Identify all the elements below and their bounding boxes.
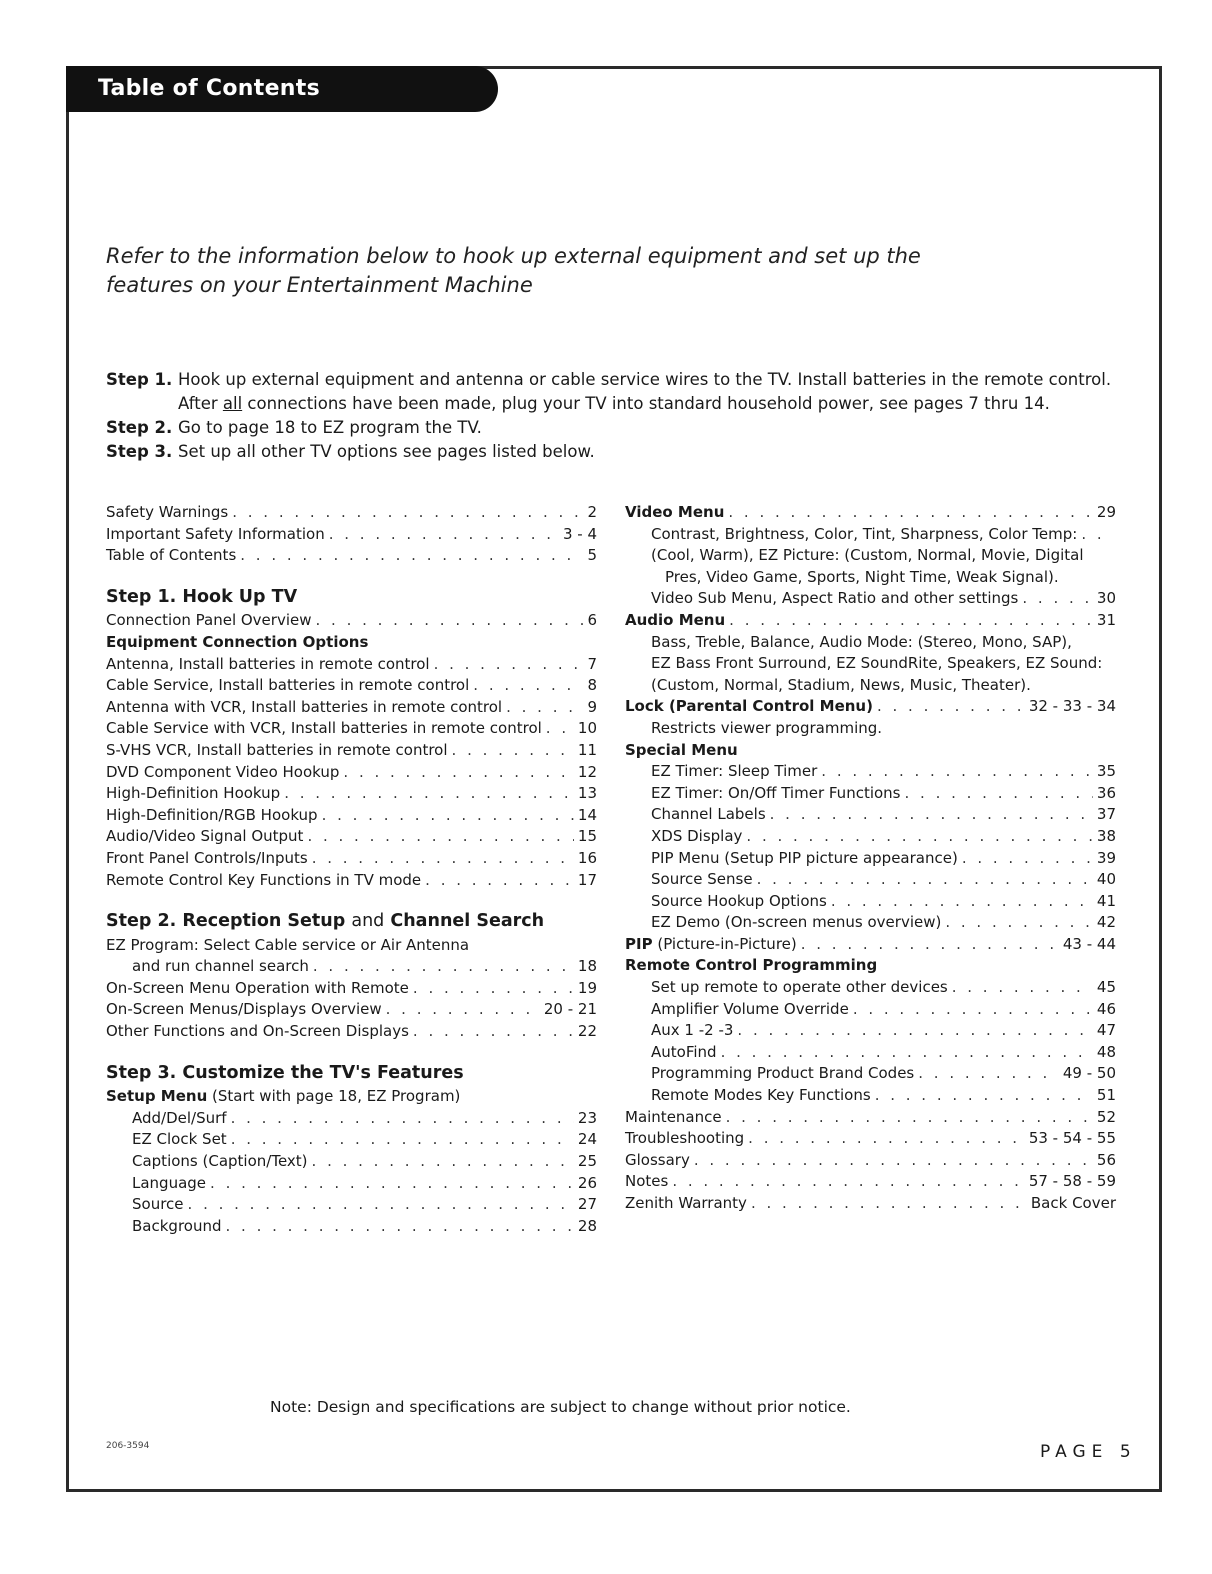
toc-leader-dots: [546, 718, 574, 740]
subsection-heading: Special Menu: [625, 740, 738, 759]
toc-leader-dots: [312, 1151, 574, 1173]
toc-leader-dots: [748, 1128, 1025, 1150]
heading-part: Channel Search: [390, 911, 545, 932]
toc-entry: [106, 697, 597, 719]
toc-leader-dots: [821, 761, 1093, 783]
toc-entry: [625, 524, 1116, 546]
toc-entry: [106, 805, 597, 827]
toc-entry-page: 26: [577, 1173, 597, 1192]
toc-entry: [625, 826, 1116, 848]
toc-entry-title: Audio/Video Signal Output: [106, 827, 304, 846]
step-2: [106, 416, 1116, 440]
toc-leader-dots: [877, 696, 1025, 718]
toc-leader-dots: [1022, 588, 1093, 610]
toc-leader-dots: [312, 848, 574, 870]
toc-entry: [106, 826, 597, 848]
toc-entry: [625, 502, 1116, 524]
toc-entry: [106, 1151, 597, 1173]
toc-entry-title: On-Screen Menu Operation with Remote: [106, 978, 409, 997]
page-number: PAGE 5: [1040, 1442, 1137, 1462]
toc-entry-title: Other Functions and On-Screen Displays: [106, 1022, 409, 1041]
toc-entry-page: 14: [577, 805, 597, 824]
toc-entry-page: 12: [577, 762, 597, 781]
toc-entry-title: Source Hookup Options: [651, 891, 827, 910]
toc-entry-title: Glossary: [625, 1150, 690, 1169]
toc-entry-page: 16: [577, 848, 597, 867]
toc-entry-title: High-Definition Hookup: [106, 784, 281, 803]
toc-entry-text: [106, 1086, 597, 1108]
footer-note: Note: Design and specifications are subject to change without prior notice.: [270, 1398, 851, 1416]
toc-entry-page: 48: [1096, 1042, 1116, 1061]
toc-entry-page: 46: [1096, 999, 1116, 1018]
toc-entry-page: 8: [587, 676, 597, 695]
toc-entry-title: Table of Contents: [106, 546, 237, 565]
step-text: Go to page 18 to EZ program the TV.: [178, 418, 482, 437]
toc-entry-page: 57 - 58 - 59: [1028, 1172, 1116, 1191]
document-number: 206-3594: [106, 1441, 150, 1451]
toc-entry-page: 56: [1096, 1150, 1116, 1169]
menu-name: Setup Menu: [106, 1087, 208, 1106]
toc-entry: [625, 804, 1116, 826]
toc-leader-dots: [434, 654, 584, 676]
toc-entry: [106, 1173, 597, 1195]
toc-entry: [625, 1193, 1116, 1215]
toc-leader-dots: [210, 1173, 574, 1195]
toc-entry-title: Set up remote to operate other devices: [651, 978, 948, 997]
step-text: connections have been made, plug your TV into standard household power, see pages 7 thru 14.: [242, 394, 1050, 413]
toc-leader-dots: [231, 1129, 574, 1151]
toc-entry-title: Audio Menu: [625, 610, 726, 629]
toc-entry-title: DVD Component Video Hookup: [106, 762, 340, 781]
step-label: Step 3.: [106, 442, 173, 461]
toc-entry-title: PIP: [625, 934, 653, 953]
toc-entry-page: 29: [1096, 503, 1116, 521]
toc-entry: [106, 1021, 597, 1043]
toc-entry: [106, 762, 597, 784]
toc-entry: [625, 999, 1116, 1021]
section-heading: Step 1. Hook Up TV: [106, 586, 298, 607]
menu-note: (Start with page 18, EZ Program): [212, 1087, 461, 1106]
toc-entry-title: Source: [132, 1195, 184, 1214]
toc-entry-page: 32 - 33 - 34: [1028, 697, 1116, 716]
toc-leader-dots: [875, 1085, 1093, 1107]
toc-entry-title: Remote Modes Key Functions: [651, 1086, 871, 1105]
toc-entry-title: XDS Display: [651, 826, 743, 845]
toc-leader-dots: [726, 1107, 1093, 1129]
step-text: Hook up external equipment and antenna or cable service wires to the TV. Install batteries in the remote control. After: [178, 370, 1112, 413]
toc-entry: [106, 740, 597, 762]
toc-entry: [106, 1129, 597, 1151]
toc-leader-dots: [905, 783, 1093, 805]
toc-leader-dots: [728, 502, 1093, 524]
toc-entry: [106, 545, 597, 567]
toc-entry-page: 45: [1096, 978, 1116, 997]
toc-entry-page: 40: [1096, 870, 1116, 889]
toc-entry-desc: (Cool, Warm), EZ Picture: (Custom, Normal, Movie, Digital: [651, 546, 1084, 565]
toc-leader-dots: [226, 1216, 574, 1238]
toc-entry: [625, 588, 1116, 610]
toc-entry: [625, 761, 1116, 783]
step-text: Set up all other TV options see pages listed below.: [178, 442, 595, 461]
toc-entry-title: Important Safety Information: [106, 524, 325, 543]
toc-entry-title: Notes: [625, 1172, 669, 1191]
toc-entry-title: High-Definition/RGB Hookup: [106, 805, 318, 824]
toc-leader-dots: [962, 848, 1093, 870]
toc-right-column: [625, 502, 1116, 1215]
toc-entry-title: Cable Service, Install batteries in remote control: [106, 676, 470, 695]
toc-entry-page: 6: [587, 611, 597, 630]
toc-entry-title: (Picture-in-Picture): [657, 934, 797, 953]
toc-leader-dots: [853, 999, 1093, 1021]
toc-entry: [106, 783, 597, 805]
step-label: Step 2.: [106, 418, 173, 437]
toc-entry-page: 7: [587, 654, 597, 673]
toc-leader-dots: [737, 1020, 1093, 1042]
step-1: [106, 368, 1116, 416]
toc-entry-title: Source Sense: [651, 870, 753, 889]
toc-leader-dots: [746, 826, 1093, 848]
toc-entry-title: EZ Timer: Sleep Timer: [651, 762, 818, 781]
toc-entry-title: Antenna with VCR, Install batteries in remote control: [106, 697, 503, 716]
toc-entry: [625, 869, 1116, 891]
toc-entry-page: 38: [1096, 826, 1116, 845]
toc-leader-dots: [316, 610, 584, 632]
toc-entry-text: EZ Program: Select Cable service or Air Antenna: [106, 935, 470, 954]
toc-entry-title: AutoFind: [651, 1042, 717, 1061]
toc-entry: [106, 502, 597, 524]
toc-entry-title: Video Menu: [625, 503, 725, 521]
toc-entry-page: 5: [587, 546, 597, 565]
toc-entry-title: EZ Clock Set: [132, 1130, 227, 1149]
toc-leader-dots: [672, 1171, 1025, 1193]
toc-leader-dots: [757, 869, 1093, 891]
toc-entry: [625, 1171, 1116, 1193]
toc-entry-title: Front Panel Controls/Inputs: [106, 848, 308, 867]
toc-entry: [625, 934, 1116, 956]
toc-entry: [106, 848, 597, 870]
toc-entry-page: 25: [577, 1152, 597, 1171]
toc-entry-page: 24: [577, 1130, 597, 1149]
toc-entry: [625, 696, 1116, 718]
toc-leader-dots: [307, 826, 573, 848]
step-3: [106, 440, 1116, 464]
toc-entry-page: 2: [587, 503, 597, 521]
toc-leader-dots: [694, 1150, 1093, 1172]
toc-entry: [625, 1020, 1116, 1042]
toc-entry: [625, 1085, 1116, 1107]
heading-part: and: [351, 911, 385, 932]
toc-entry-page: Back Cover: [1030, 1194, 1116, 1212]
toc-leader-dots: [721, 1042, 1093, 1064]
toc-entry: [625, 1042, 1116, 1064]
toc-entry: [106, 675, 597, 697]
toc-entry: [106, 1194, 597, 1216]
toc-leader-dots: [329, 524, 559, 546]
toc-entry: [625, 891, 1116, 913]
toc-leader-dots: [425, 870, 574, 892]
toc-entry: [106, 1216, 597, 1238]
toc-leader-dots: [729, 610, 1093, 632]
toc-entry-page: 20 - 21: [543, 1000, 597, 1019]
toc-entry-page: 36: [1096, 783, 1116, 802]
toc-entry: [625, 1063, 1116, 1085]
toc-entry-title: Video Sub Menu, Aspect Ratio and other settings: [651, 589, 1019, 608]
toc-entry-page: 3 - 4: [562, 524, 597, 543]
toc-entry: [625, 783, 1116, 805]
toc-entry-page: 11: [577, 740, 597, 759]
toc-leader-dots: [801, 934, 1059, 956]
toc-entry-page: 51: [1096, 1086, 1116, 1105]
toc-entry-page: 53 - 54 - 55: [1028, 1129, 1116, 1148]
toc-entry-title: Aux 1 -2 -3: [651, 1021, 734, 1040]
toc-entry-title: Language: [132, 1173, 207, 1192]
toc-leader-dots: [770, 804, 1093, 826]
toc-entry: [625, 610, 1116, 632]
toc-entry-page: 17: [577, 870, 597, 889]
toc-entry: [625, 912, 1116, 934]
toc-entry: [106, 999, 597, 1021]
toc-entry-page: 49 - 50: [1062, 1064, 1116, 1083]
toc-leader-dots: [918, 1063, 1059, 1085]
toc-entry-page: 27: [577, 1195, 597, 1214]
page-title: Table of Contents: [98, 76, 320, 101]
toc-entry-page: 52: [1096, 1107, 1116, 1126]
toc-entry: [106, 654, 597, 676]
toc-entry-desc: Contrast, Brightness, Color, Tint, Sharpness, Color Temp:: [651, 524, 1078, 543]
toc-leader-dots: [751, 1193, 1027, 1215]
toc-entry-desc: (Custom, Normal, Stadium, News, Music, Theater).: [651, 675, 1031, 694]
toc-leader-dots: [322, 805, 574, 827]
toc-entry-page: 15: [577, 827, 597, 846]
step-label: Step 1.: [106, 370, 173, 389]
toc-entry-title: S-VHS VCR, Install batteries in remote control: [106, 740, 448, 759]
subsection-heading: Remote Control Programming: [625, 956, 878, 975]
toc-entry-page: 43 - 44: [1062, 934, 1116, 953]
toc-leader-dots: [343, 762, 574, 784]
toc-entry-title: Captions (Caption/Text): [132, 1152, 308, 1171]
toc-entry-title: Amplifier Volume Override: [651, 999, 849, 1018]
toc-entry-desc: Pres, Video Game, Sports, Night Time, Weak Signal).: [665, 567, 1059, 586]
toc-entry-page: 23: [577, 1108, 597, 1127]
toc-leader-dots: [188, 1194, 574, 1216]
toc-entry-title: Programming Product Brand Codes: [651, 1064, 915, 1083]
toc-entry-page: 19: [577, 978, 597, 997]
toc-leader-dots: [313, 956, 574, 978]
section-heading: [106, 911, 597, 933]
toc-entry-desc: EZ Bass Front Surround, EZ SoundRite, Speakers, EZ Sound:: [651, 654, 1103, 673]
toc-entry: [106, 956, 597, 978]
section-heading: Step 3. Customize the TV's Features: [106, 1062, 464, 1083]
toc-entry: [106, 524, 597, 546]
toc-leader-dots: [945, 912, 1093, 934]
toc-entry-page: 37: [1096, 805, 1116, 824]
heading-part: Step 2. Reception Setup: [106, 911, 346, 932]
toc-entry: [106, 718, 597, 740]
toc-entry-title: On-Screen Menus/Displays Overview: [106, 1000, 382, 1019]
toc-entry: [106, 870, 597, 892]
toc-entry-page: 30: [1096, 589, 1116, 608]
toc-entry-page: 28: [577, 1216, 597, 1235]
toc-leader-dots: [284, 783, 574, 805]
subsection-heading: Equipment Connection Options: [106, 632, 369, 651]
toc-entry-title: EZ Timer: On/Off Timer Functions: [651, 783, 901, 802]
toc-entry-title: Background: [132, 1216, 222, 1235]
toc-entry-page: 18: [577, 957, 597, 976]
toc-entry-title: Zenith Warranty: [625, 1194, 747, 1212]
toc-entry: [625, 848, 1116, 870]
intro-text: Refer to the information below to hook up external equipment and set up the features on your Entertainment Machine: [106, 244, 921, 297]
steps-list: [106, 368, 1116, 464]
toc-entry-page: 10: [577, 719, 597, 738]
toc-leader-dots: [831, 891, 1093, 913]
toc-entry-title: Cable Service with VCR, Install batteries in remote control: [106, 719, 542, 738]
toc-entry: [625, 1107, 1116, 1129]
toc-entry-title: PIP Menu (Setup PIP picture appearance): [651, 848, 958, 867]
toc-entry-page: 13: [577, 784, 597, 803]
toc-entry-title: Channel Labels: [651, 805, 766, 824]
toc-leader-dots: [231, 1108, 574, 1130]
toc-entry-title: and run channel search: [132, 957, 309, 976]
toc-entry: [106, 610, 597, 632]
toc-entry-title: Lock (Parental Control Menu): [625, 697, 873, 716]
toc-leader-dots: [240, 545, 583, 567]
toc-entry-desc: Bass, Treble, Balance, Audio Mode: (Stereo, Mono, SAP),: [651, 632, 1072, 651]
toc-entry-title: Maintenance: [625, 1107, 722, 1126]
toc-entry-page: 39: [1096, 848, 1116, 867]
toc-entry-page: 9: [587, 697, 597, 716]
toc-entry-desc: Restricts viewer programming.: [651, 718, 883, 737]
toc-entry: [106, 978, 597, 1000]
toc-leader-dots: [232, 502, 583, 524]
toc-entry: [625, 1150, 1116, 1172]
toc-leader-dots: [952, 977, 1093, 999]
toc-leader-dots: [506, 697, 583, 719]
toc-leader-dots: [413, 1021, 574, 1043]
toc-entry-page: 22: [577, 1022, 597, 1041]
toc-entry-title: Connection Panel Overview: [106, 611, 312, 630]
step-underline: all: [222, 394, 243, 413]
toc-entry-page: 31: [1096, 610, 1116, 629]
toc-leader-dots: [1081, 524, 1112, 546]
toc-entry-title: Troubleshooting: [625, 1129, 745, 1148]
toc-leader-dots: [413, 978, 574, 1000]
toc-leader-dots: [386, 999, 540, 1021]
toc-leader-dots: [473, 675, 583, 697]
toc-entry: [625, 1128, 1116, 1150]
toc-entry-title: EZ Demo (On-screen menus overview): [651, 913, 942, 932]
toc-left-column: [106, 502, 597, 1237]
toc-entry-page: 47: [1096, 1021, 1116, 1040]
toc-entry-title: Antenna, Install batteries in remote control: [106, 654, 430, 673]
toc-entry: [106, 1108, 597, 1130]
toc-entry-title: Add/Del/Surf: [132, 1108, 227, 1127]
toc-entry: [625, 977, 1116, 999]
toc-entry-page: 35: [1096, 762, 1116, 781]
toc-entry-title: Safety Warnings: [106, 503, 229, 521]
toc-entry-page: 41: [1096, 891, 1116, 910]
toc-entry-title: Remote Control Key Functions in TV mode: [106, 870, 422, 889]
toc-leader-dots: [452, 740, 574, 762]
toc-entry-page: 42: [1096, 913, 1116, 932]
